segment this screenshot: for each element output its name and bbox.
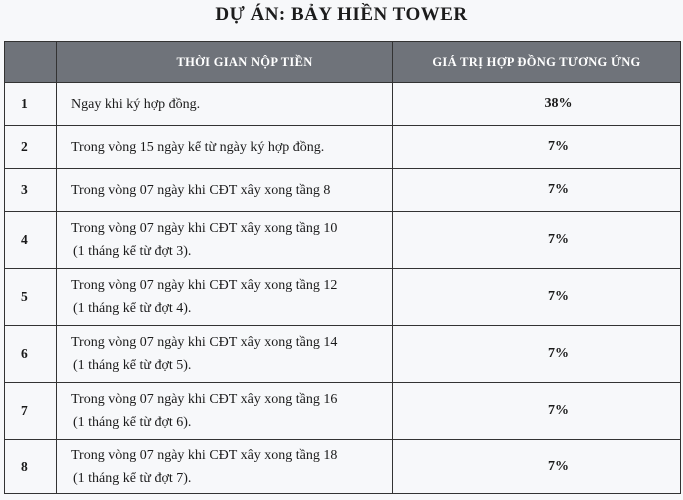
row-number: 3 (5, 169, 57, 212)
header-cell-no (5, 42, 57, 83)
row-number: 4 (5, 212, 57, 269)
row-description-line: Trong vòng 07 ngày khi CĐT xây xong tầng 12 (71, 278, 338, 293)
row-description (57, 383, 393, 440)
row-description-note: (1 tháng kể từ đợt 3). (73, 244, 192, 259)
row-number: 6 (5, 326, 57, 383)
row-description (57, 83, 393, 126)
page-title: DỰ ÁN: BẢY HIỀN TOWER (215, 4, 468, 25)
row-description-note: (1 tháng kể từ đợt 6). (73, 415, 192, 430)
row-description-line: Trong vòng 07 ngày khi CĐT xây xong tầng 16 (71, 392, 338, 407)
row-description (57, 126, 393, 169)
row-number: 1 (5, 83, 57, 126)
table-row (5, 383, 681, 440)
row-description-line: Trong vòng 07 ngày khi CĐT xây xong tầng 14 (71, 335, 338, 350)
table-header-row (5, 42, 681, 83)
row-description (57, 326, 393, 383)
table-row (5, 83, 681, 126)
row-number: 5 (5, 269, 57, 326)
row-number: 7 (5, 383, 57, 440)
header-cell-value: GIÁ TRỊ HỢP ĐỒNG TƯƠNG ỨNG (393, 42, 681, 83)
row-description-note: (1 tháng kể từ đợt 7). (73, 470, 192, 486)
row-value: 7% (393, 383, 681, 440)
row-description (57, 269, 393, 326)
row-description (57, 169, 393, 212)
table-row (5, 326, 681, 383)
payment-schedule-table (4, 41, 681, 494)
row-number: 8 (5, 440, 57, 494)
row-value: 7% (393, 440, 681, 494)
row-value: 7% (393, 326, 681, 383)
row-value: 38% (393, 83, 681, 126)
table-row (5, 126, 681, 169)
row-value: 7% (393, 126, 681, 169)
row-value: 7% (393, 169, 681, 212)
table-row (5, 212, 681, 269)
table-row (5, 269, 681, 326)
row-description-note: (1 tháng kể từ đợt 4). (73, 301, 192, 316)
row-description-line: Trong vòng 07 ngày khi CĐT xây xong tầng 10 (71, 221, 338, 236)
row-description-line: Trong vòng 07 ngày khi CĐT xây xong tầng 8 (71, 182, 331, 198)
row-number: 2 (5, 126, 57, 169)
table-row (5, 440, 681, 494)
row-description (57, 212, 393, 269)
row-description-line: Trong vòng 07 ngày khi CĐT xây xong tầng 18 (71, 447, 338, 463)
row-description-line: Ngay khi ký hợp đồng. (71, 96, 201, 112)
header-cell-time: THỜI GIAN NỘP TIỀN (57, 42, 393, 83)
row-description-note: (1 tháng kể từ đợt 5). (73, 358, 192, 373)
row-description-line: Trong vòng 15 ngày kể từ ngày ký hợp đồng. (71, 139, 325, 155)
table-row (5, 169, 681, 212)
row-value: 7% (393, 269, 681, 326)
row-description (57, 440, 393, 494)
row-value: 7% (393, 212, 681, 269)
